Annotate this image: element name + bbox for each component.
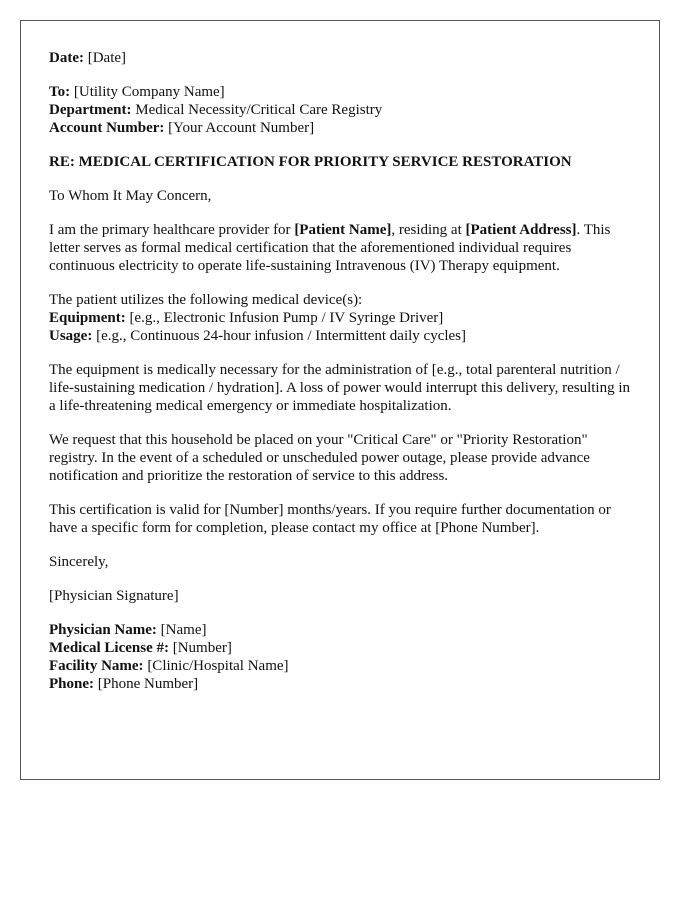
paragraph-necessity: The equipment is medically necessary for the administration of [e.g., total parenteral nutrition / life-sustaining medication / hydration]. A loss of power would interrupt this delivery, resulting in a life-threatening medical emergency or immediate hospitalization. xyxy=(49,362,631,414)
usage-line xyxy=(49,327,631,345)
paragraph-validity: This certification is valid for [Number] months/years. If you require further documentation or have a specific form for completion, please contact my office at [Phone Number]. xyxy=(49,502,611,536)
letter-page xyxy=(20,20,660,780)
devices-intro: The patient utilizes the following medical device(s): xyxy=(49,292,363,308)
department-value: Medical Necessity/Critical Care Registry xyxy=(135,102,383,118)
equipment-value: [e.g., Electronic Infusion Pump / IV Syringe Driver] xyxy=(129,310,444,326)
paragraph-provider-text-1: I am the primary healthcare provider for xyxy=(49,222,295,238)
phone-line xyxy=(49,675,631,693)
date-line xyxy=(49,49,631,67)
license-label: Medical License #: xyxy=(49,640,169,656)
subject-line: RE: MEDICAL CERTIFICATION FOR PRIORITY SERVICE RESTORATION xyxy=(49,154,572,170)
license-line xyxy=(49,639,631,657)
usage-value: [e.g., Continuous 24-hour infusion / Intermittent daily cycles] xyxy=(96,328,467,344)
devices-block xyxy=(49,291,631,345)
salutation: To Whom It May Concern, xyxy=(49,188,212,204)
to-label: To: xyxy=(49,84,71,100)
patient-address-placeholder: [Patient Address] xyxy=(465,222,577,238)
department-line xyxy=(49,101,631,119)
date-value: [Date] xyxy=(87,50,127,66)
account-value: [Your Account Number] xyxy=(168,120,315,136)
phone-value: [Phone Number] xyxy=(97,676,199,692)
phone-label: Phone: xyxy=(49,676,94,692)
facility-line xyxy=(49,657,631,675)
facility-value: [Clinic/Hospital Name] xyxy=(147,658,289,674)
usage-label: Usage: xyxy=(49,328,93,344)
to-value: [Utility Company Name] xyxy=(73,84,225,100)
closing: Sincerely, xyxy=(49,554,109,570)
to-line xyxy=(49,83,631,101)
paragraph-request: We request that this household be placed on your "Critical Care" or "Priority Restoration" registry. In the event of a scheduled or unscheduled power outage, please provide advance notification and prioritize the restoration of service to this address. xyxy=(49,432,590,484)
signature-placeholder: [Physician Signature] xyxy=(49,588,179,604)
facility-label: Facility Name: xyxy=(49,658,144,674)
physician-name-value: [Name] xyxy=(160,622,207,638)
physician-block xyxy=(49,621,631,693)
account-label: Account Number: xyxy=(49,120,165,136)
license-value: [Number] xyxy=(172,640,232,656)
physician-name-line xyxy=(49,621,631,639)
paragraph-provider-text-3: . This letter serves as formal medical certification that the aforementioned individual requires continuous electricity to operate life-sustaining Intravenous (IV) Therapy equipment. xyxy=(49,222,611,274)
account-line xyxy=(49,119,631,137)
equipment-label: Equipment: xyxy=(49,310,126,326)
recipient-block xyxy=(49,83,631,137)
equipment-line xyxy=(49,309,631,327)
department-label: Department: xyxy=(49,102,132,118)
paragraph-provider xyxy=(49,221,631,275)
physician-name-label: Physician Name: xyxy=(49,622,157,638)
date-block xyxy=(49,49,631,67)
paragraph-provider-text-2: , residing at xyxy=(391,222,466,238)
date-label: Date: xyxy=(49,50,84,66)
patient-name-placeholder: [Patient Name] xyxy=(294,222,392,238)
